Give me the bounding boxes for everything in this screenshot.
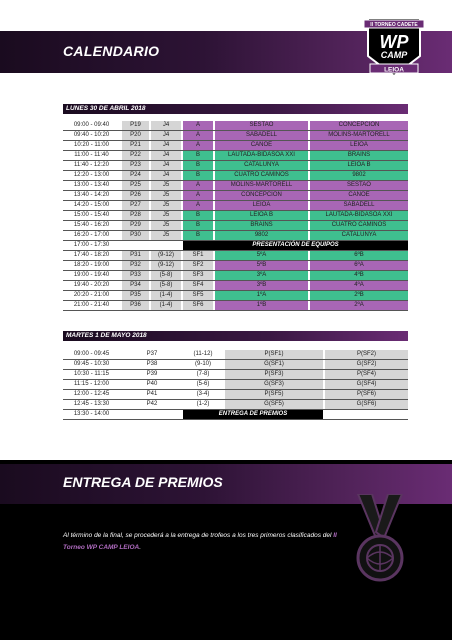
logo-main-text: WP (379, 32, 409, 52)
time-cell: 09:00 - 09:45 (73, 351, 110, 357)
round-cell: J4 (151, 151, 181, 160)
team2-cell: CATALUNYA (310, 231, 408, 240)
team1-cell: SABADELL (215, 131, 308, 140)
page-title: CALENDARIO (63, 43, 160, 59)
team1-cell: G(SF3) (225, 380, 323, 389)
match-cell: P25 (122, 181, 149, 190)
time-cell: 15:00 - 15:40 (73, 212, 110, 218)
match-cell: P31 (122, 251, 149, 260)
table-row (63, 211, 408, 221)
team2-cell: 2ºB (310, 291, 408, 300)
match-cell: P27 (122, 201, 149, 210)
table-row (63, 251, 408, 261)
team2-cell: MOLINS-MARTORELL (310, 131, 408, 140)
time-cell: 13:40 - 14:20 (73, 192, 110, 198)
semifinal-cell: SF3 (183, 271, 213, 280)
team2-cell: 2ºA (310, 301, 408, 310)
group-cell: B (183, 171, 213, 180)
match-cell: P30 (122, 231, 149, 240)
table-row (63, 141, 408, 151)
awards-title: ENTREGA DE PREMIOS (63, 474, 223, 490)
table-row (63, 241, 408, 251)
group-cell: A (183, 121, 213, 130)
position-cell: (5-8) (151, 281, 181, 290)
match-cell: P37 (146, 351, 158, 357)
team2-cell: CONCEPCION (310, 121, 408, 130)
match-cell: P34 (122, 281, 149, 290)
match-cell: P41 (146, 391, 158, 397)
team2-cell: CANOE (310, 191, 408, 200)
tournament-name: II Torneo WP CAMP LEIOA (63, 532, 337, 551)
team2-cell: G(SF6) (325, 400, 408, 409)
team2-cell: 6ºB (310, 251, 408, 260)
team2-cell: 9802 (310, 171, 408, 180)
team2-cell: P(SF6) (325, 390, 408, 399)
table-row (63, 171, 408, 181)
table-row (63, 400, 408, 410)
round-cell: J4 (151, 131, 181, 140)
awards-text-end: . (139, 544, 142, 551)
group-cell: B (183, 231, 213, 240)
team1-cell: LEIOA B (215, 211, 308, 220)
team2-cell: 4ºA (310, 281, 408, 290)
time-cell: 12:00 - 12:45 (73, 391, 110, 397)
table-row (63, 370, 408, 380)
table-row (63, 201, 408, 211)
match-cell: P21 (122, 141, 149, 150)
round-cell: J4 (151, 141, 181, 150)
round-cell: J5 (151, 181, 181, 190)
position-cell: (9-12) (151, 251, 181, 260)
round-cell: J5 (151, 221, 181, 230)
team2-cell: CUATRO CAMINOS (310, 221, 408, 230)
team2-cell: G(SF2) (325, 360, 408, 369)
logo-bottom-text: LEIOA (384, 66, 404, 74)
table-row (63, 161, 408, 171)
time-cell: 11:00 - 11:40 (74, 152, 109, 158)
logo-top-text: II TORNEO CADETE (370, 22, 418, 29)
team1-cell: G(SF5) (225, 400, 323, 409)
match-cell: P42 (146, 401, 158, 407)
group-cell: B (183, 151, 213, 160)
position-cell: (1-4) (151, 291, 181, 300)
match-cell: P20 (122, 131, 149, 140)
time-cell: 11:15 - 12:00 (74, 381, 109, 387)
time-cell: 09:45 - 10:30 (73, 361, 110, 367)
team2-cell: SABADELL (310, 201, 408, 210)
time-cell: 17:40 - 18:20 (73, 252, 110, 258)
team2-cell: LAUTADA-BIDASOA XXI (310, 211, 408, 220)
table-row (63, 181, 408, 191)
position-cell: (1-2) (196, 401, 210, 407)
match-cell: P40 (146, 381, 158, 387)
position-cell: (7-8) (196, 371, 210, 377)
match-cell: P19 (122, 121, 149, 130)
team1-cell: SESTAO (215, 121, 308, 130)
table-row (63, 131, 408, 141)
awards-banner: ENTREGA DE PREMIOS (183, 410, 323, 419)
table-row (63, 360, 408, 370)
team1-cell: 5ºB (215, 261, 308, 270)
medal-icon (340, 494, 420, 594)
team1-cell: MOLINS-MARTORELL (215, 181, 308, 190)
time-cell: 13:00 - 13:40 (73, 182, 110, 188)
time-cell: 15:40 - 16:20 (73, 222, 110, 228)
table-row (63, 350, 408, 360)
position-cell: (9-12) (151, 261, 181, 270)
monday-label: LUNES 30 DE ABRIL 2018 (63, 104, 408, 114)
match-cell: P26 (122, 191, 149, 200)
semifinal-cell: SF4 (183, 281, 213, 290)
match-cell: P38 (146, 361, 158, 367)
group-cell: B (183, 161, 213, 170)
position-cell: (3-4) (196, 391, 210, 397)
table-row (63, 291, 408, 301)
time-cell: 10:20 - 11:00 (74, 142, 109, 148)
round-cell: J5 (151, 231, 181, 240)
time-cell: 20:20 - 21:00 (73, 292, 110, 298)
table-row (63, 121, 408, 131)
round-cell: J5 (151, 191, 181, 200)
time-cell: 11:40 - 12:20 (74, 162, 109, 168)
match-cell: P36 (122, 301, 149, 310)
time-cell: 13:30 - 14:00 (73, 411, 110, 417)
logo-sub-text: CAMP (380, 50, 408, 60)
table-row (63, 151, 408, 161)
position-cell: (5-8) (151, 271, 181, 280)
table-row (63, 281, 408, 291)
time-cell: 10:30 - 11:15 (74, 371, 109, 377)
team1-cell: CONCEPCION (215, 191, 308, 200)
row-divider (63, 419, 408, 420)
time-cell: 19:00 - 19:40 (73, 272, 110, 278)
team1-cell: P(SF1) (225, 350, 323, 359)
match-cell: P23 (122, 161, 149, 170)
group-cell: A (183, 191, 213, 200)
match-cell: P28 (122, 211, 149, 220)
group-cell: A (183, 201, 213, 210)
team1-cell: G(SF1) (225, 360, 323, 369)
time-cell: 16:20 - 17:00 (73, 232, 110, 238)
time-cell: 19:40 - 20:20 (73, 282, 110, 288)
table-row (63, 261, 408, 271)
match-cell: P32 (122, 261, 149, 270)
time-cell: 21:00 - 21:40 (73, 302, 110, 308)
group-cell: A (183, 141, 213, 150)
presentation-banner: PRESENTACIÓN DE EQUIPOS (183, 241, 408, 250)
team2-cell: P(SF4) (325, 370, 408, 379)
team2-cell: LEIOA (310, 141, 408, 150)
position-cell: (9-10) (194, 361, 211, 367)
table-row (63, 380, 408, 390)
awards-text (63, 530, 338, 554)
awards-text-main: Al término de la final, se procederá a la entrega de trofeos a los tres primeros clasificados del (63, 532, 334, 539)
table-row (63, 271, 408, 281)
match-cell: P33 (122, 271, 149, 280)
row-divider (63, 310, 408, 311)
semifinal-cell: SF6 (183, 301, 213, 310)
semifinal-cell: SF2 (183, 261, 213, 270)
team2-cell: G(SF4) (325, 380, 408, 389)
position-cell: (5-6) (196, 381, 210, 387)
team1-cell: P(SF5) (225, 390, 323, 399)
match-cell: P35 (122, 291, 149, 300)
group-cell: B (183, 211, 213, 220)
round-cell: J5 (151, 211, 181, 220)
team1-cell: 1ºB (215, 301, 308, 310)
round-cell: J4 (151, 161, 181, 170)
time-cell: 09:40 - 10:20 (73, 132, 110, 138)
match-cell: P22 (122, 151, 149, 160)
time-cell: 17:00 - 17:30 (73, 242, 110, 248)
team1-cell: P(SF3) (225, 370, 323, 379)
position-cell: (11-12) (193, 351, 213, 357)
semifinal-cell: SF1 (183, 251, 213, 260)
time-cell: 12:45 - 13:30 (73, 401, 110, 407)
match-cell: P29 (122, 221, 149, 230)
table-row (63, 221, 408, 231)
team2-cell: SESTAO (310, 181, 408, 190)
team1-cell: LEIOA (215, 201, 308, 210)
team1-cell: CUATRO CAMINOS (215, 171, 308, 180)
team1-cell: 5ºA (215, 251, 308, 260)
table-row (63, 301, 408, 311)
time-cell: 14:20 - 15:00 (73, 202, 110, 208)
team1-cell: CATALUNYA (215, 161, 308, 170)
table-row (63, 390, 408, 400)
group-cell: A (183, 181, 213, 190)
team2-cell: LEIOA B (310, 161, 408, 170)
time-cell: 09:00 - 09:40 (73, 122, 110, 128)
time-cell: 12:20 - 13:00 (73, 172, 110, 178)
table-row (63, 191, 408, 201)
team1-cell: CANOE (215, 141, 308, 150)
time-cell: 18:20 - 19:00 (73, 262, 110, 268)
table-row (63, 231, 408, 241)
table-row (63, 410, 408, 420)
team2-cell: P(SF2) (325, 350, 408, 359)
match-cell: P24 (122, 171, 149, 180)
group-cell: A (183, 131, 213, 140)
round-cell: J5 (151, 201, 181, 210)
group-cell: B (183, 221, 213, 230)
round-cell: J4 (151, 121, 181, 130)
semifinal-cell: SF5 (183, 291, 213, 300)
wp-camp-logo (362, 14, 426, 80)
tuesday-label: MARTES 1 DE MAYO 2018 (63, 331, 408, 341)
team2-cell: 6ºA (310, 261, 408, 270)
team1-cell: BRAINS (215, 221, 308, 230)
team2-cell: 4ºB (310, 271, 408, 280)
team1-cell: 9802 (215, 231, 308, 240)
team1-cell: 3ºA (215, 271, 308, 280)
match-cell: P39 (146, 371, 158, 377)
round-cell: J4 (151, 171, 181, 180)
team1-cell: 3ºB (215, 281, 308, 290)
team1-cell: LAUTADA-BIDASOA XXI (215, 151, 308, 160)
position-cell: (1-4) (151, 301, 181, 310)
team2-cell: BRAINS (310, 151, 408, 160)
team1-cell: 1ºA (215, 291, 308, 300)
